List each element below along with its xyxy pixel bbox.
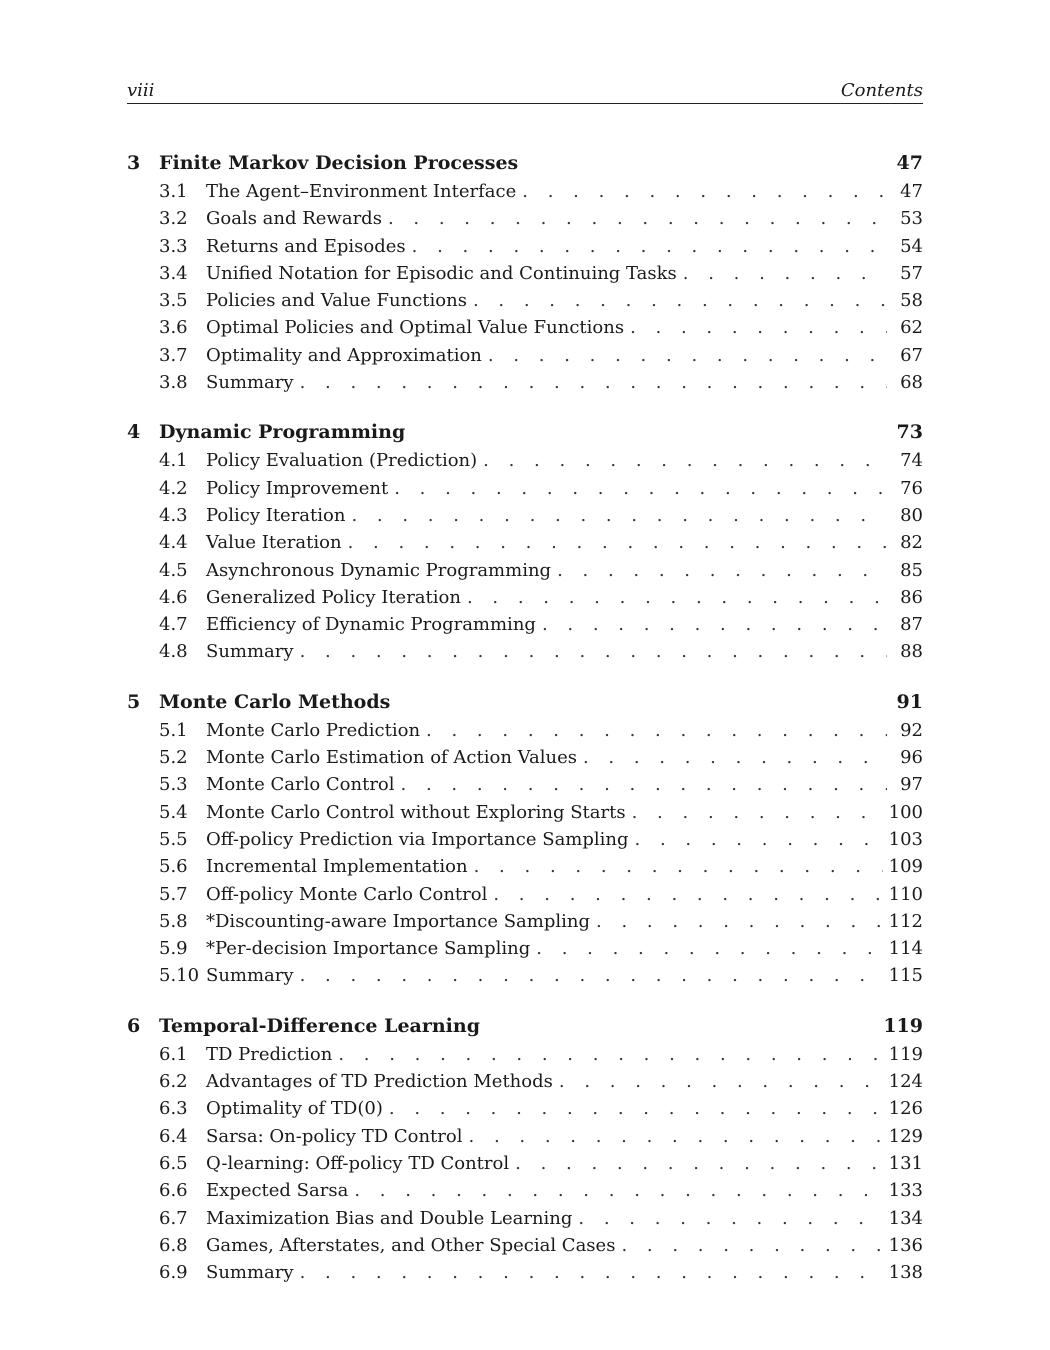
section-title: Optimality and Approximation [206,344,482,366]
section-page-number: 133 [888,1180,923,1202]
section-title: Maximization Bias and Double Learning [206,1207,573,1229]
section-number: 5.9 [159,938,188,960]
section-title: Monte Carlo Estimation of Action Values [206,747,577,769]
dot-leader [536,935,882,962]
dot-leader [389,1095,883,1122]
section-number: 6.4 [159,1125,188,1147]
dot-leader [559,1068,883,1095]
section-page-number: 87 [900,614,923,636]
dot-leader [632,799,883,826]
section-entry[interactable] [127,908,923,935]
section-page-number: 124 [888,1071,923,1093]
section-page-number: 96 [900,747,923,769]
section-entry[interactable] [127,935,923,962]
section-page-number: 136 [888,1234,923,1256]
section-page-number: 131 [888,1152,923,1174]
chapter-number: 3 [127,152,141,174]
section-title: Monte Carlo Prediction [206,719,421,741]
chapter-entry[interactable] [127,1011,923,1041]
section-number: 5.7 [159,883,188,905]
section-page-number: 126 [888,1098,923,1120]
section-page-number: 80 [900,504,923,526]
table-of-contents [127,148,923,1307]
section-title: Policies and Value Functions [206,290,467,312]
section-entry[interactable] [127,369,923,396]
dot-leader [630,314,887,341]
section-page-number: 68 [900,372,923,394]
dot-leader [354,1177,882,1204]
section-number: 5.8 [159,910,188,932]
section-page-number: 109 [888,856,923,878]
section-page-number: 92 [900,719,923,741]
section-page-number: 85 [900,559,923,581]
section-page-number: 97 [900,774,923,796]
dot-leader [467,584,887,611]
section-entry[interactable] [127,1123,923,1150]
dot-leader [300,638,887,665]
dot-leader [515,1150,883,1177]
section-page-number: 58 [900,290,923,312]
section-title: Generalized Policy Iteration [206,586,461,608]
dot-leader [621,1232,882,1259]
section-page-number: 54 [900,235,923,257]
section-title: Summary [206,965,294,987]
section-entry[interactable] [127,1150,923,1177]
section-number: 4.4 [159,532,188,554]
section-entry[interactable] [127,529,923,556]
dot-leader [522,178,887,205]
section-page-number: 100 [888,801,923,823]
section-title: Summary [206,641,294,663]
chapter-number: 4 [127,421,141,444]
section-number: 4.8 [159,641,188,663]
section-number: 3.2 [159,208,188,230]
running-head [127,78,923,104]
section-title: The Agent–Environment Interface [206,181,517,202]
chapter-title: Dynamic Programming [159,421,406,444]
section-number: 6.3 [159,1098,188,1120]
section-number: 5.2 [159,747,188,769]
section-entry[interactable] [127,1205,923,1232]
section-entry[interactable] [127,447,923,474]
section-number: 4.2 [159,477,188,499]
section-page-number: 47 [900,181,923,202]
section-title: Returns and Episodes [206,235,406,257]
section-entry[interactable] [127,260,923,287]
section-entry[interactable] [127,342,923,369]
section-entry[interactable] [127,881,923,908]
dot-leader [348,529,887,556]
section-title: Asynchronous Dynamic Programming [206,559,552,581]
section-page-number: 57 [900,262,923,284]
chapter-number: 5 [127,690,141,713]
section-title: Monte Carlo Control without Exploring Starts [206,801,626,823]
section-title: Optimal Policies and Optimal Value Functions [206,317,625,339]
chapter-entry[interactable] [127,148,923,178]
section-entry[interactable] [127,287,923,314]
section-number: 4.1 [159,450,188,472]
section-number: 4.5 [159,559,188,581]
dot-leader [394,475,887,502]
dot-leader [488,342,887,369]
section-title: *Discounting-aware Importance Sampling [206,910,591,932]
section-entry[interactable] [127,584,923,611]
section-page-number: 110 [888,883,923,905]
section-number: 5.6 [159,856,188,878]
dot-leader [426,717,887,744]
section-entry[interactable] [127,1177,923,1204]
dot-leader [351,502,887,529]
dot-leader [338,1041,882,1068]
section-entry[interactable] [127,475,923,502]
section-title: Sarsa: On-policy TD Control [206,1125,463,1147]
section-title: Efficiency of Dynamic Programming [206,614,536,636]
section-page-number: 53 [900,208,923,230]
section-number: 3.3 [159,235,188,257]
section-page-number: 76 [900,477,923,499]
section-page-number: 129 [888,1125,923,1147]
section-number: 5.4 [159,801,188,823]
section-title: TD Prediction [206,1043,333,1065]
section-page-number: 88 [900,641,923,663]
toc-chapter [127,687,923,990]
section-page-number: 74 [900,450,923,472]
section-number: 6.7 [159,1207,188,1229]
section-page-number: 114 [888,938,923,960]
chapter-title: Temporal-Difference Learning [159,1014,480,1037]
dot-leader [557,557,887,584]
section-number: 6.9 [159,1262,188,1284]
section-entry[interactable] [127,1068,923,1095]
section-entry[interactable] [127,1259,923,1286]
section-number: 5.3 [159,774,188,796]
section-number: 3.5 [159,290,188,312]
dot-leader [388,205,887,232]
dot-leader [473,287,887,314]
section-title: Policy Evaluation (Prediction) [206,450,478,472]
section-entry[interactable] [127,178,923,205]
section-entry[interactable] [127,744,923,771]
section-entry[interactable] [127,1095,923,1122]
toc-chapter [127,148,923,396]
section-page-number: 134 [888,1207,923,1229]
running-title: Contents [840,80,923,101]
section-title: Optimality of TD(0) [206,1098,383,1120]
section-entry[interactable] [127,799,923,826]
chapter-title: Monte Carlo Methods [159,690,391,713]
dot-leader [401,771,887,798]
toc-chapter [127,417,923,665]
section-entry[interactable] [127,314,923,341]
section-number: 4.6 [159,586,188,608]
section-title: Summary [206,372,294,394]
section-page-number: 62 [900,317,923,339]
dot-leader [493,881,882,908]
section-entry[interactable] [127,611,923,638]
section-number: 6.5 [159,1152,188,1174]
section-page-number: 103 [888,828,923,850]
section-number: 6.6 [159,1180,188,1202]
section-entry[interactable] [127,771,923,798]
section-title: Expected Sarsa [206,1180,349,1202]
section-number: 3.6 [159,317,188,339]
section-title: Policy Iteration [206,504,346,526]
dot-leader [474,853,883,880]
section-title: Incremental Implementation [206,856,468,878]
dot-leader [412,233,887,260]
section-number: 5.10 [159,965,200,987]
section-number: 3.4 [159,262,188,284]
section-number: 3.7 [159,344,188,366]
chapter-number: 6 [127,1014,141,1037]
section-page-number: 115 [888,965,923,987]
page-number-roman: viii [127,80,155,101]
section-title: Value Iteration [206,532,342,554]
dot-leader [683,260,887,287]
section-title: Policy Improvement [206,477,389,499]
chapter-entry[interactable] [127,687,923,717]
chapter-page-number: 47 [896,152,923,174]
section-entry[interactable] [127,717,923,744]
section-title: Off-policy Monte Carlo Control [206,883,488,905]
dot-leader [578,1205,882,1232]
section-entry[interactable] [127,853,923,880]
section-page-number: 86 [900,586,923,608]
section-entry[interactable] [127,502,923,529]
section-page-number: 82 [900,532,923,554]
section-entry[interactable] [127,205,923,232]
chapter-page-number: 91 [896,690,923,713]
section-number: 5.1 [159,719,188,741]
dot-leader [469,1123,883,1150]
section-title: Goals and Rewards [206,208,382,230]
section-entry[interactable] [127,638,923,665]
section-entry[interactable] [127,233,923,260]
chapter-page-number: 73 [896,421,923,444]
section-title: Advantages of TD Prediction Methods [206,1071,553,1093]
dot-leader [483,447,887,474]
chapter-entry[interactable] [127,417,923,447]
section-title: Games, Afterstates, and Other Special Cases [206,1234,616,1256]
section-entry[interactable] [127,826,923,853]
section-number: 4.3 [159,504,188,526]
section-number: 6.2 [159,1071,188,1093]
section-number: 3.8 [159,372,188,394]
section-title: Off-policy Prediction via Importance Sampling [206,828,629,850]
section-number: 4.7 [159,614,188,636]
section-entry[interactable] [127,962,923,989]
section-title: Unified Notation for Episodic and Continuing Tasks [206,262,677,284]
chapter-title: Finite Markov Decision Processes [159,152,519,174]
section-entry[interactable] [127,557,923,584]
dot-leader [635,826,883,853]
dot-leader [300,369,887,396]
section-entry[interactable] [127,1041,923,1068]
dot-leader [583,744,887,771]
section-title: *Per-decision Importance Sampling [206,938,531,960]
section-entry[interactable] [127,1232,923,1259]
section-page-number: 112 [888,910,923,932]
chapter-page-number: 119 [883,1014,923,1037]
dot-leader [300,962,883,989]
section-title: Q-learning: Off-policy TD Control [206,1152,510,1174]
dot-leader [300,1259,883,1286]
section-number: 5.5 [159,828,188,850]
section-number: 6.8 [159,1234,188,1256]
section-number: 3.1 [159,181,188,202]
section-title: Monte Carlo Control [206,774,395,796]
dot-leader [596,908,883,935]
section-number: 6.1 [159,1043,188,1065]
section-page-number: 67 [900,344,923,366]
section-title: Summary [206,1262,294,1284]
section-page-number: 119 [888,1043,923,1065]
section-page-number: 138 [888,1262,923,1284]
dot-leader [542,611,887,638]
toc-chapter [127,1011,923,1287]
